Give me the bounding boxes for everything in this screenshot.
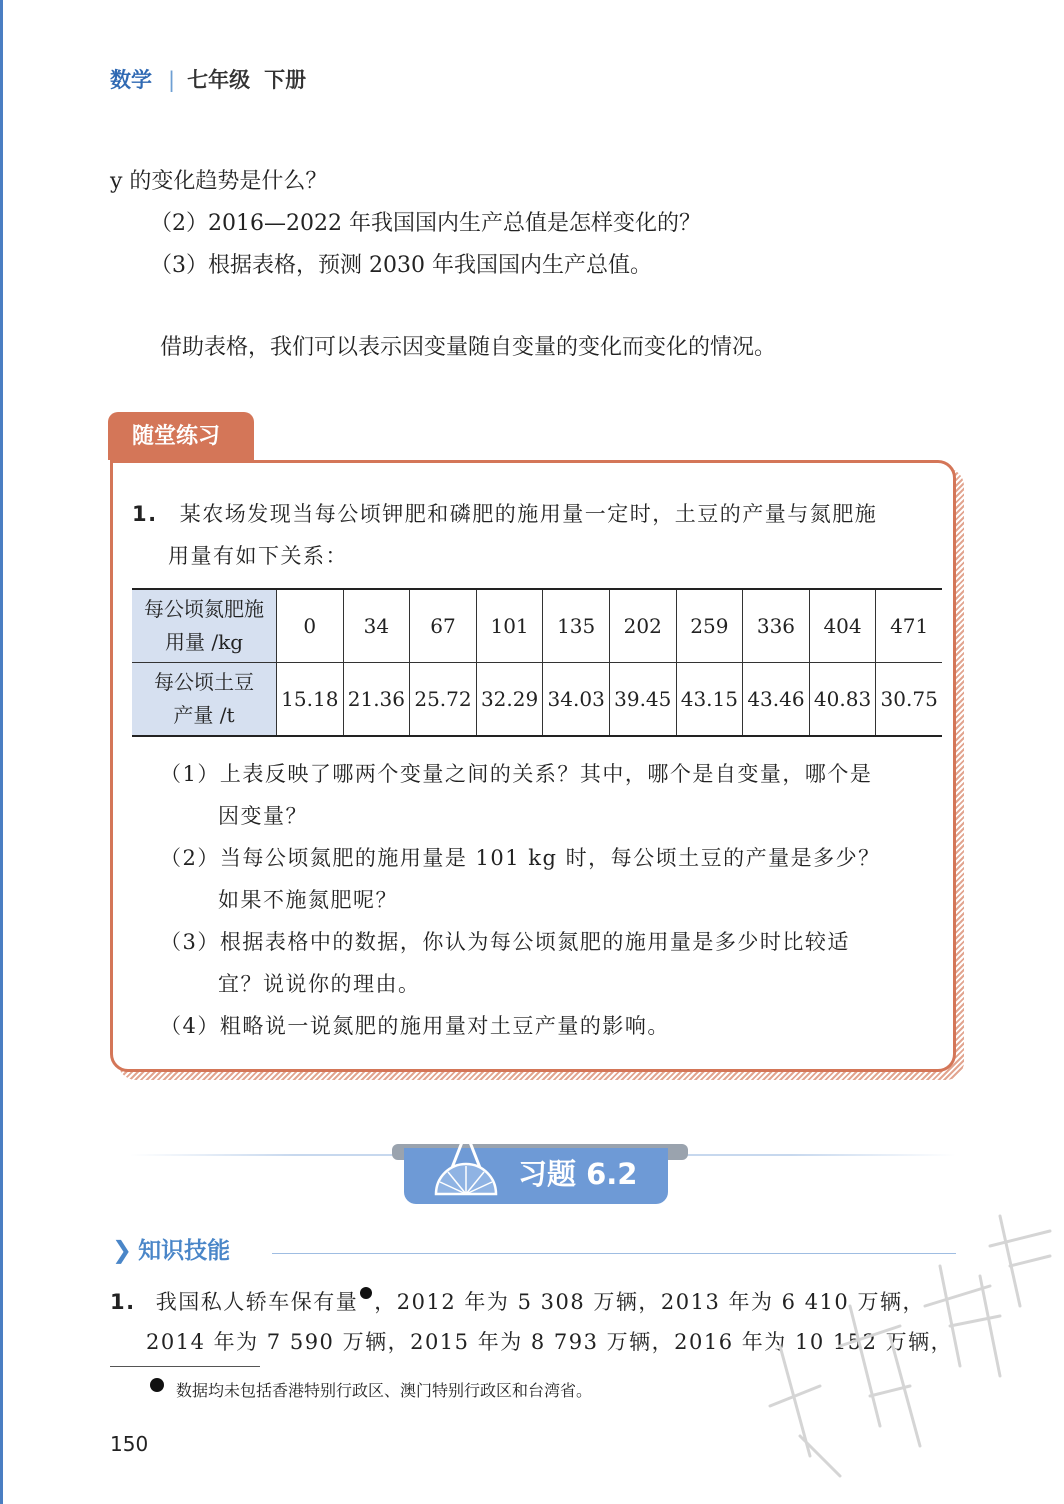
exercise-q1-number: 1. — [110, 1290, 136, 1314]
table-cell: 15.18 — [277, 663, 344, 737]
table-cell: 32.29 — [476, 663, 543, 737]
exercise-q1-text-1b: ，2012 年为 5 308 万辆，2013 年为 6 410 万辆， — [374, 1290, 925, 1314]
intro-line-1: y 的变化趋势是什么？ — [110, 169, 328, 194]
practice-sub2-line-2: 如果不施氮肥呢？ — [218, 888, 398, 912]
header-subject: 数学 — [110, 68, 152, 92]
page-edge-rule — [0, 0, 3, 1504]
practice-sub3-line-1: （3）根据表格中的数据，你认为每公顷氮肥的施用量是多少时比较适 — [160, 930, 850, 954]
page-header — [110, 64, 306, 94]
section-title: 知识技能 — [138, 1238, 231, 1264]
table-cell: 43.46 — [743, 663, 810, 737]
table-cell: 40.83 — [809, 663, 876, 737]
footnote — [150, 1378, 592, 1401]
practice-sub1-line-2: 因变量？ — [218, 804, 308, 828]
footnote-text: 数据均未包括香港特别行政区、澳门特别行政区和台湾省。 — [176, 1381, 593, 1400]
practice-q1-number: 1. — [132, 502, 158, 526]
table-cell: 25.72 — [410, 663, 477, 737]
intro-conclusion: 借助表格，我们可以表示因变量随自变量的变化而变化的情况。 — [160, 335, 777, 360]
table-cell: 135 — [543, 589, 610, 663]
table-cell: 259 — [676, 589, 743, 663]
practice-tag-wrap — [108, 412, 254, 460]
table-cell: 336 — [743, 589, 810, 663]
exercise-q1-line-2: 2014 年为 7 590 万辆，2015 年为 8 793 万辆，2016 年为 10 152 万辆， — [146, 1330, 954, 1354]
section-knowledge-skills — [112, 1232, 230, 1265]
table-cell: 101 — [476, 589, 543, 663]
intro-line-3: （3）根据表格，预测 2030 年我国国内生产总值。 — [150, 253, 652, 278]
table-row — [132, 589, 942, 663]
table-cell: 43.15 — [676, 663, 743, 737]
exercise-q1-text-1a: 我国私人轿车保有量 — [155, 1290, 359, 1314]
table-cell: 21.36 — [343, 663, 410, 737]
practice-q1-line-2: 用量有如下关系： — [168, 544, 348, 568]
practice-q1-line-1 — [132, 498, 877, 528]
header-separator: | — [168, 68, 176, 92]
publisher-watermark-icon — [750, 1196, 1060, 1496]
practice-q1-text-1: 某农场发现当每公顷钾肥和磷肥的施用量一定时，土豆的产量与氮肥施 — [179, 502, 878, 526]
footnote-rule — [110, 1366, 260, 1367]
table-cell: 34 — [343, 589, 410, 663]
table-cell: 30.75 — [876, 663, 942, 737]
chevron-right-icon: ❯ — [112, 1236, 133, 1264]
table-cell: 67 — [410, 589, 477, 663]
practice-sub2-line-1: （2）当每公顷氮肥的施用量是 101 kg 时，每公顷土豆的产量是多少？ — [160, 846, 881, 870]
practice-sub3-line-2: 宜？说说你的理由。 — [218, 972, 421, 996]
header-grade: 七年级 — [187, 68, 251, 92]
footnote-marker-icon — [360, 1287, 372, 1299]
practice-tag: 随堂练习 — [108, 412, 254, 460]
table-cell: 0 — [277, 589, 344, 663]
practice-sub4: （4）粗略说一说氮肥的施用量对土豆产量的影响。 — [160, 1014, 670, 1038]
practice-sub1-line-1: （1）上表反映了哪两个变量之间的关系？其中，哪个是自变量，哪个是 — [160, 762, 873, 786]
footnote-marker-icon — [150, 1378, 164, 1392]
exercise-title: 习题 6.2 — [518, 1157, 638, 1191]
compass-protractor-icon — [430, 1120, 502, 1200]
table-cell: 471 — [876, 589, 942, 663]
header-volume: 下册 — [264, 68, 307, 92]
row-header-nitrogen: 每公顷氮肥施 用量 /kg — [132, 589, 277, 663]
table-cell: 202 — [609, 589, 676, 663]
table-row — [132, 663, 942, 737]
row-header-yield: 每公顷土豆 产量 /t — [132, 663, 277, 737]
fertilizer-yield-table — [132, 588, 942, 737]
table-cell: 39.45 — [609, 663, 676, 737]
table-cell: 34.03 — [543, 663, 610, 737]
intro-line-2: （2）2016—2022 年我国国内生产总值是怎样变化的？ — [150, 211, 701, 236]
table-cell: 404 — [809, 589, 876, 663]
page-number: 150 — [110, 1432, 149, 1456]
